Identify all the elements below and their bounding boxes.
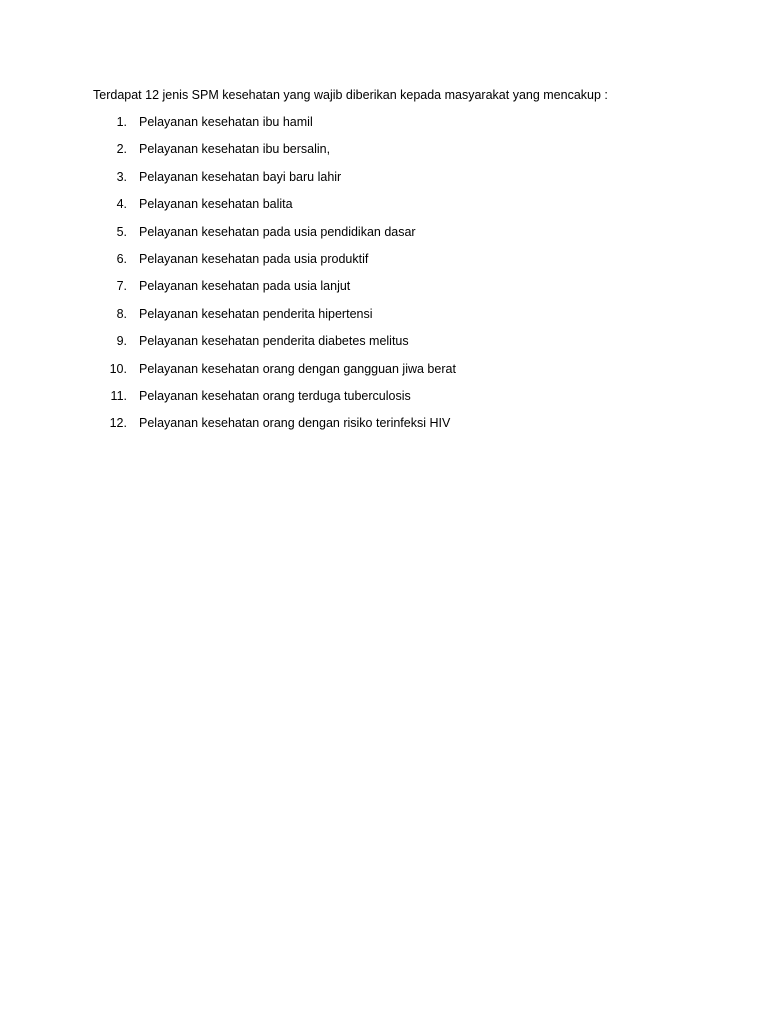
- list-item-text: Pelayanan kesehatan bayi baru lahir: [139, 169, 342, 184]
- list-item-number: 2.: [116, 142, 127, 157]
- list-item-text: Pelayanan kesehatan penderita hipertensi: [139, 306, 373, 321]
- list-item-text: Pelayanan kesehatan pada usia pendidikan dasar: [139, 224, 416, 239]
- list-item-number: 10.: [109, 361, 127, 376]
- list-item-number: 3.: [116, 169, 127, 184]
- list-item-text: Pelayanan kesehatan pada usia produktif: [139, 251, 369, 266]
- list-item-text: Pelayanan kesehatan orang terduga tuberculosis: [139, 388, 411, 403]
- list-item-number: 8.: [116, 306, 127, 321]
- list-item-text: Pelayanan kesehatan orang dengan gangguan jiwa berat: [139, 361, 456, 376]
- list-item-text: Pelayanan kesehatan balita: [139, 197, 293, 212]
- list-item-number: 6.: [116, 251, 127, 266]
- intro-paragraph: Terdapat 12 jenis SPM kesehatan yang wajib diberikan kepada masyarakat yang mencakup :: [93, 88, 608, 102]
- list-item-text: Pelayanan kesehatan pada usia lanjut: [139, 279, 351, 294]
- list-item-number: 1.: [116, 115, 127, 129]
- list-item-number: 12.: [109, 416, 127, 431]
- list-item-number: 11.: [110, 388, 127, 403]
- list-item-number: 7.: [116, 279, 127, 294]
- list-item-text: Pelayanan kesehatan ibu hamil: [139, 115, 313, 129]
- list-item-number: 9.: [116, 334, 127, 349]
- list-item-number: 5.: [116, 224, 127, 239]
- list-item-text: Pelayanan kesehatan orang dengan risiko terinfeksi HIV: [139, 416, 451, 431]
- list-item-text: Pelayanan kesehatan penderita diabetes melitus: [139, 334, 409, 349]
- list-item-text: Pelayanan kesehatan ibu bersalin,: [139, 142, 331, 157]
- list-item-number: 4.: [116, 197, 127, 212]
